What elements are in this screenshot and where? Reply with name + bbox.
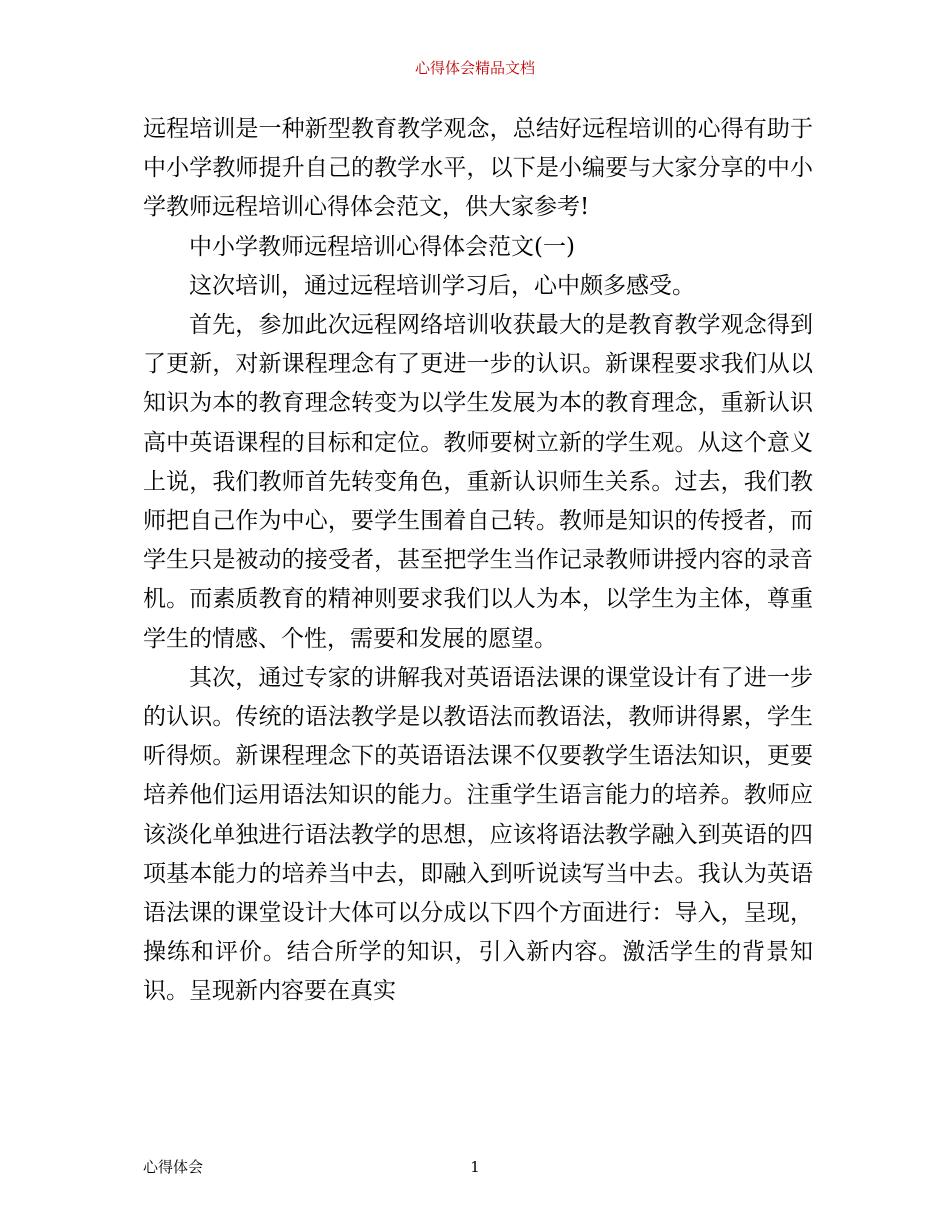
section-heading: 中小学教师远程培训心得体会范文(一) <box>189 233 575 260</box>
document-body <box>143 110 813 1012</box>
body-paragraph-1: 这次培训，通过远程培训学习后，心中颇多感受。 <box>189 272 695 299</box>
footer-label: 心得体会 <box>143 1158 204 1176</box>
intro-paragraph: 远程培训是一种新型教育教学观念，总结好远程培训的心得有助于中小学教师提升自己的教学水平，以下是小编要与大家分享的中小学教师远程培训心得体会范文，供大家参考! <box>143 116 813 221</box>
document-header: 心得体会精品文档 <box>414 59 535 77</box>
body-paragraph-2: 首先，参加此次远程网络培训收获最大的是教育教学观念得到了更新，对新课程理念有了更进一步的认识。新课程要求我们从以知识为本的教育理念转变为以学生发展为本的教育理念，重新认识高中英语课程的目标和定位。教师要树立新的学生观。从这个意义上说，我们教师首先转变角色，重新认识师生关系。过去，我们教师把自己作为中心，要学生围着自己转。教师是知识的传授者，而学生只是被动的接受者，甚至把学生当作记录教师讲授内容的录音机。而素质教育的精神则要求我们以人为本，以学生为主体，尊重学生的情感、个性，需要和发展的愿望。 <box>143 312 813 652</box>
body-paragraph-3: 其次，通过专家的讲解我对英语语法课的课堂设计有了进一步的认识。传统的语法教学是以教语法而教语法，教师讲得累，学生听得烦。新课程理念下的英语语法课不仅要教学生语法知识，更要培养他们运用语法知识的能力。注重学生语言能力的培养。教师应该淡化单独进行语法教学的思想，应该将语法教学融入到英语的四项基本能力的培养当中去，即融入到听说读写当中去。我认为英语语法课的课堂设计大体可以分成以下四个方面进行：导入，呈现，操练和评价。结合所学的知识，引入新内容。激活学生的背景知识。呈现新内容要在真实 <box>143 664 813 1005</box>
page-number: 1 <box>470 1158 480 1176</box>
